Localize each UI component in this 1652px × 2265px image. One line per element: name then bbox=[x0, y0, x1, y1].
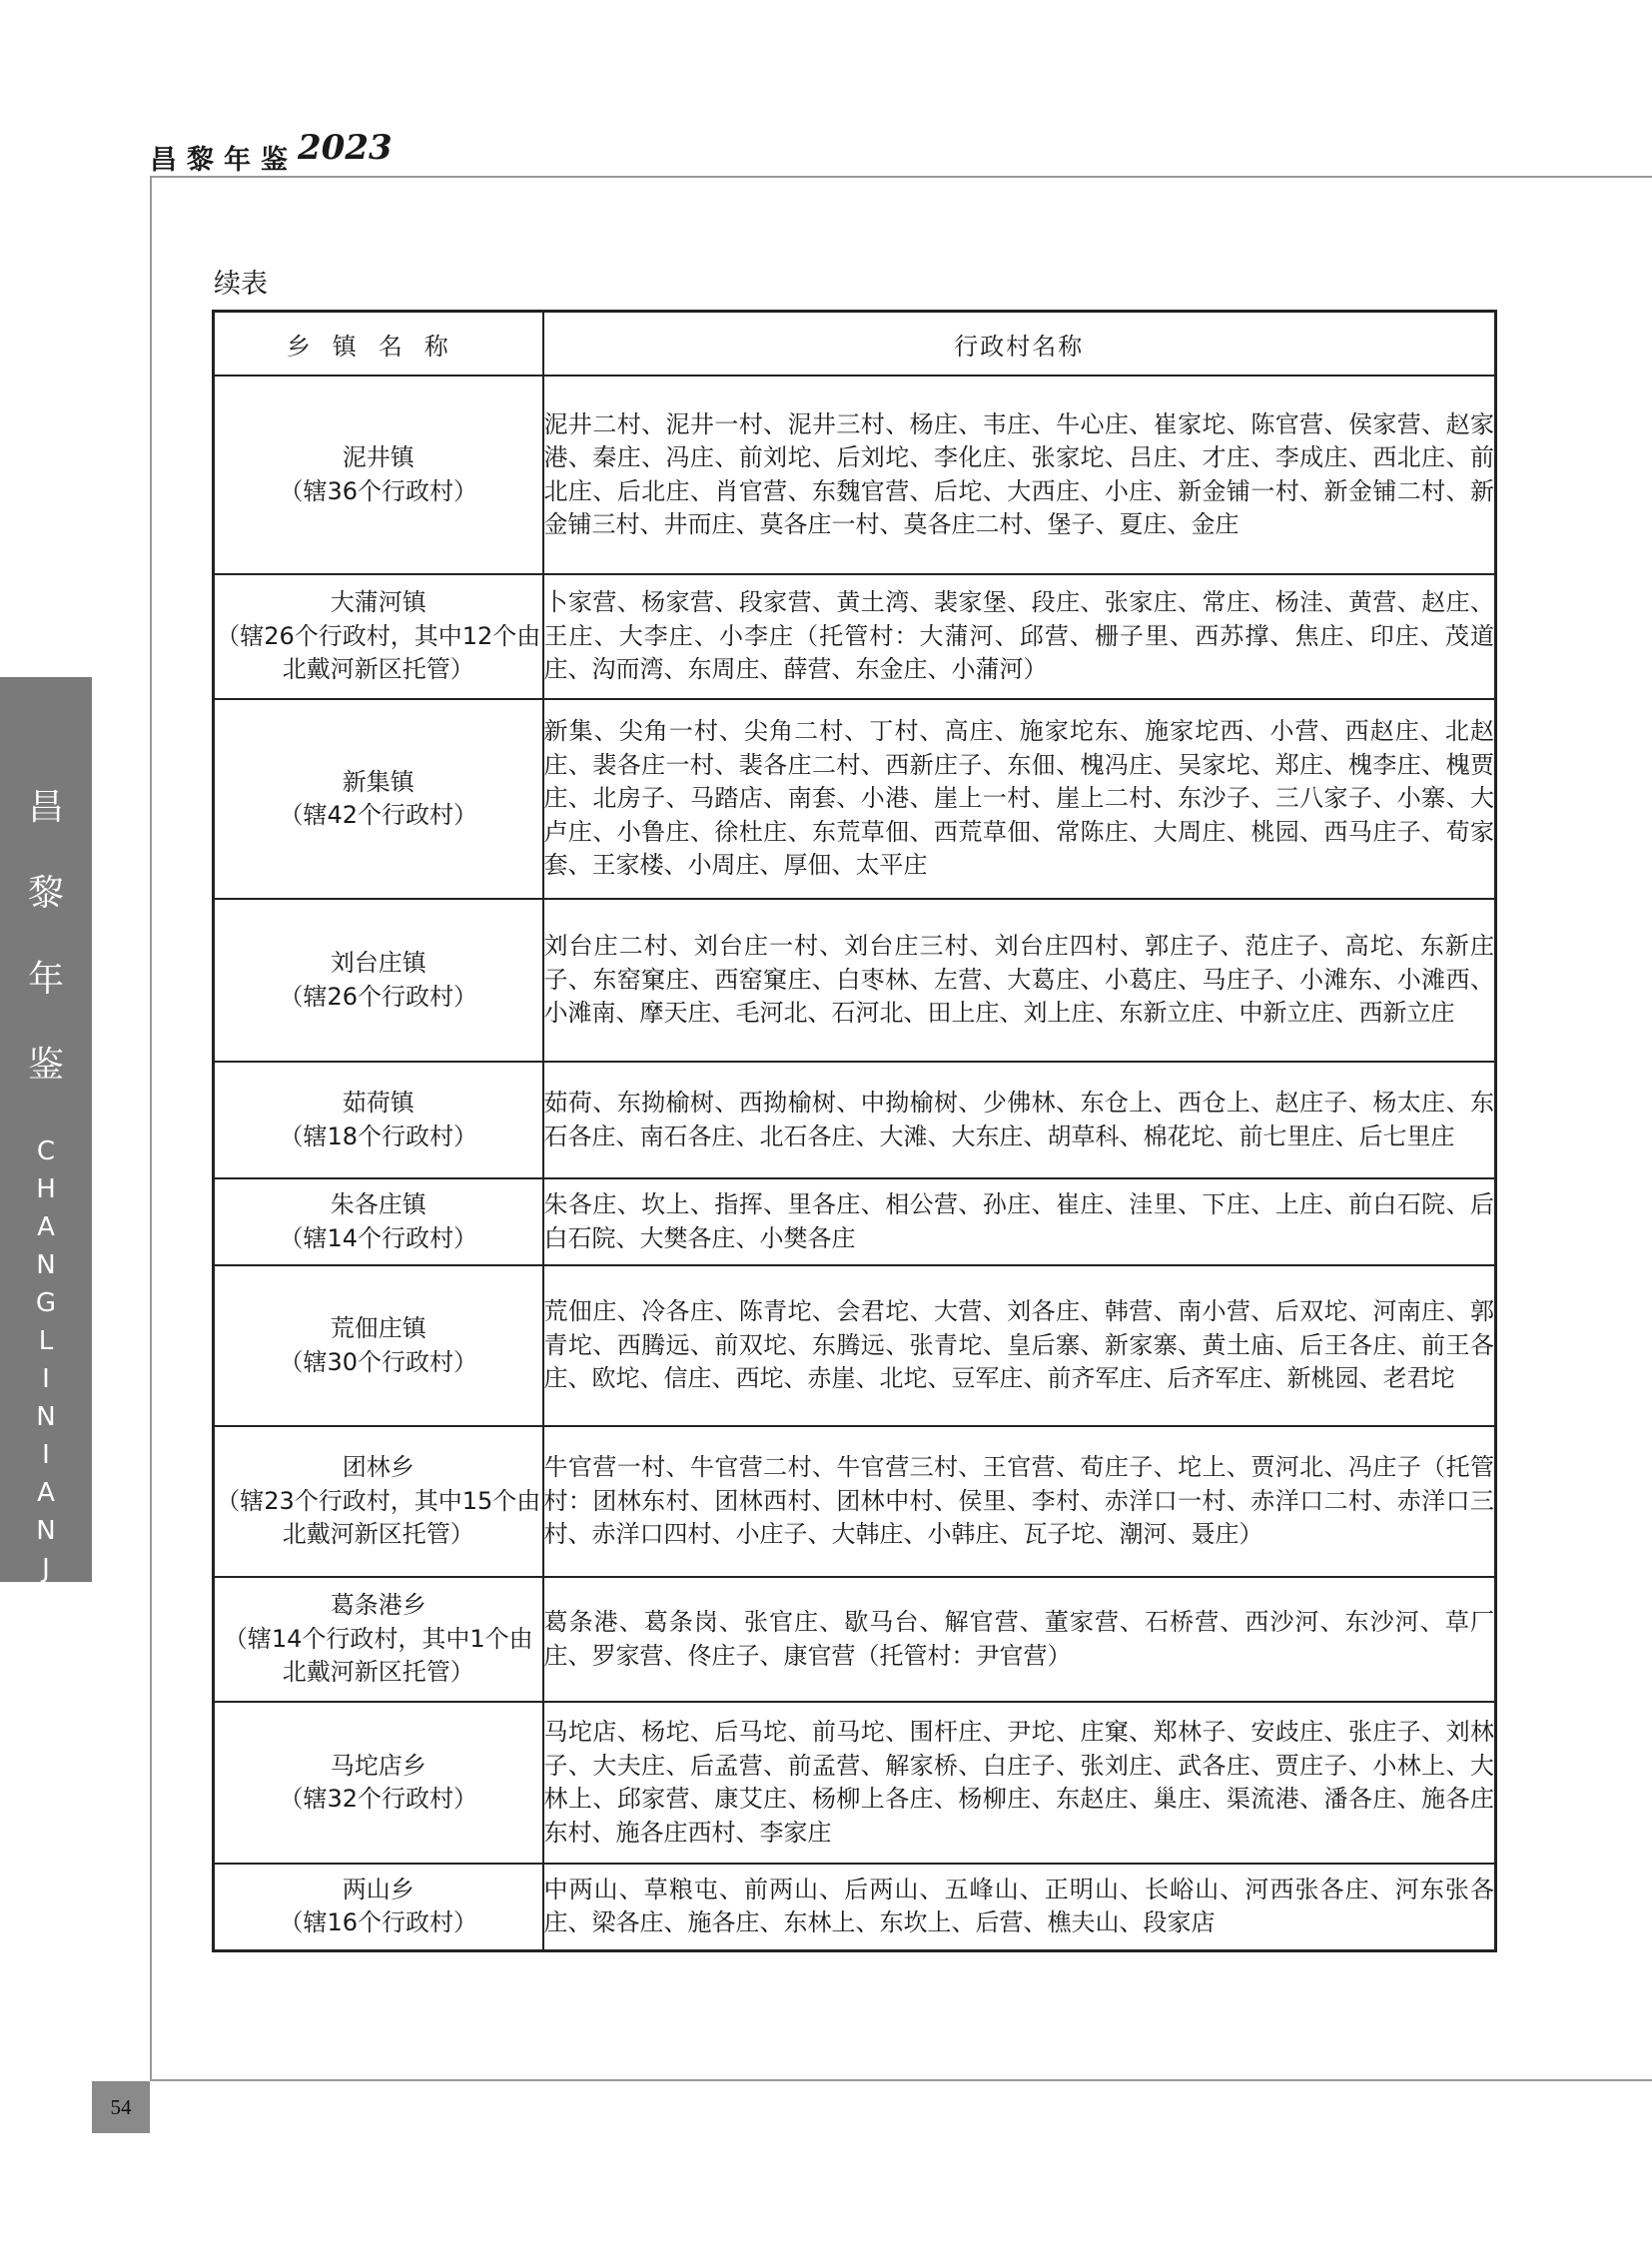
table-row bbox=[214, 699, 1496, 899]
header-rule bbox=[150, 176, 1652, 178]
table-row bbox=[214, 1178, 1496, 1265]
side-tab-char: 鉴 bbox=[27, 1045, 64, 1086]
villages-cell: 朱各庄、坎上、指挥、里各庄、相公营、孙庄、崔庄、洼里、下庄、上庄、前白石院、后白石院、大樊各庄、小樊各庄 bbox=[543, 1178, 1496, 1265]
table-row bbox=[214, 1426, 1496, 1577]
frame-left-rule bbox=[150, 176, 152, 2081]
town-name: 马坨店乡 bbox=[330, 1751, 426, 1780]
town-cell bbox=[214, 1864, 543, 1950]
town-name: 两山乡 bbox=[342, 1875, 414, 1903]
town-cell bbox=[214, 1426, 543, 1577]
town-cell bbox=[214, 1062, 543, 1178]
town-cell bbox=[214, 1702, 543, 1864]
table-row bbox=[214, 1577, 1496, 1702]
table-row bbox=[214, 1062, 1496, 1178]
side-tab-letter: A bbox=[37, 1630, 55, 1660]
side-tab-char: 黎 bbox=[27, 873, 64, 914]
town-cell bbox=[214, 699, 543, 899]
table-row bbox=[214, 899, 1496, 1062]
side-tab-letter: C bbox=[36, 1136, 56, 1166]
village-table bbox=[212, 310, 1497, 1952]
villages-cell: 泥井二村、泥井一村、泥井三村、杨庄、韦庄、牛心庄、崔家坨、陈官营、侯家营、赵家港、秦庄、冯庄、前刘坨、后刘坨、李化庄、张家坨、吕庄、才庄、李成庄、西北庄、前北庄、后北庄、肖官营、东魏官营、后坨、大西庄、小庄、新金铺一村、新金铺二村、新金铺三村、井而庄、莫各庄一村、莫各庄二村、堡子、夏庄、金庄 bbox=[543, 376, 1496, 574]
villages-cell: 茹荷、东拗榆树、西拗榆树、中拗榆树、少佛林、东仓上、西仓上、赵庄子、杨太庄、东石各庄、南石各庄、北石各庄、大滩、大东庄、胡草科、棉花坨、前七里庄、后七里庄 bbox=[543, 1062, 1496, 1178]
side-tab-letter: I bbox=[42, 1592, 50, 1622]
side-tab-letter: H bbox=[36, 1174, 56, 1204]
town-note: （辖36个行政村） bbox=[279, 476, 478, 505]
villages-cell: 新集、尖角一村、尖角二村、丁村、高庄、施家坨东、施家坨西、小营、西赵庄、北赵庄、裴各庄一村、裴各庄二村、西新庄子、东佃、槐冯庄、吴家坨、郑庄、槐李庄、槐贾庄、北房子、马踏店、南套、小港、崖上一村、崖上二村、东沙子、三八家子、小寨、大卢庄、小鲁庄、徐杜庄、东荒草佃、西荒草佃、常陈庄、大周庄、桃园、西马庄子、荀家套、王家楼、小周庄、厚佃、太平庄 bbox=[543, 699, 1496, 899]
side-tab-letter: A bbox=[37, 1212, 55, 1242]
villages-cell: 马坨店、杨坨、后马坨、前马坨、围杆庄、尹坨、庄窠、郑林子、安歧庄、张庄子、刘林子、大夫庄、后孟营、前孟营、解家桥、白庄子、张刘庄、武各庄、贾庄子、小林上、大林上、邱家营、康艾庄、杨柳上各庄、杨柳庄、东赵庄、巢庄、渠流港、潘各庄、施各庄东村、施各庄西村、李家庄 bbox=[543, 1702, 1496, 1864]
side-tab-letter: N bbox=[36, 1668, 56, 1698]
side-tab-chinese bbox=[0, 765, 92, 1109]
town-note: （辖18个行政村） bbox=[279, 1122, 478, 1150]
side-tab-letter: A bbox=[37, 1478, 55, 1508]
side-tab-char: 昌 bbox=[27, 787, 64, 828]
town-note: （辖16个行政村） bbox=[279, 1908, 478, 1937]
side-tab bbox=[0, 677, 92, 1698]
side-tab-latin bbox=[0, 1132, 92, 1702]
town-cell bbox=[214, 1577, 543, 1702]
town-cell bbox=[214, 899, 543, 1062]
table-row bbox=[214, 1265, 1496, 1426]
town-name: 大蒲河镇 bbox=[330, 588, 426, 617]
town-cell bbox=[214, 574, 543, 699]
town-note: （辖30个行政村） bbox=[279, 1347, 478, 1376]
running-header-title: 昌黎年鉴 bbox=[150, 145, 298, 176]
town-name: 泥井镇 bbox=[342, 443, 414, 471]
side-tab-letter: N bbox=[36, 1516, 56, 1546]
side-tab-letter: L bbox=[38, 1326, 54, 1356]
table-row bbox=[214, 1864, 1496, 1950]
side-tab-char: 年 bbox=[27, 959, 64, 1000]
town-name: 葛条港乡 bbox=[330, 1591, 426, 1620]
column-header-villages: 行政村名称 bbox=[543, 312, 1496, 377]
town-name: 刘台庄镇 bbox=[330, 949, 426, 977]
town-cell bbox=[214, 1178, 543, 1265]
town-name: 茹荷镇 bbox=[342, 1089, 414, 1117]
continued-label: 续表 bbox=[214, 269, 268, 300]
town-cell bbox=[214, 376, 543, 574]
villages-cell: 葛条港、葛条岗、张官庄、歇马台、解官营、董家营、石桥营、西沙河、东沙河、草厂庄、罗家营、佟庄子、康官营（托管村：尹官营） bbox=[543, 1577, 1496, 1702]
villages-cell: 刘台庄二村、刘台庄一村、刘台庄三村、刘台庄四村、郭庄子、范庄子、高坨、东新庄子、东窑窠庄、西窑窠庄、白枣林、左营、大葛庄、小葛庄、马庄子、小滩东、小滩西、小滩南、摩天庄、毛河北、石河北、田上庄、刘上庄、东新立庄、中新立庄、西新立庄 bbox=[543, 899, 1496, 1062]
town-note: （辖32个行政村） bbox=[279, 1785, 478, 1813]
town-name: 团林乡 bbox=[342, 1453, 414, 1482]
town-note: （辖14个行政村，其中1个由北戴河新区托管） bbox=[223, 1624, 533, 1687]
town-note: （辖23个行政村，其中15个由北戴河新区托管） bbox=[216, 1486, 541, 1549]
side-tab-letter: I bbox=[42, 1364, 50, 1394]
table-header-row bbox=[214, 312, 1496, 377]
villages-cell: 卜家营、杨家营、段家营、黄土湾、裴家堡、段庄、张家庄、常庄、杨洼、黄营、赵庄、王庄、大李庄、小李庄（托管村：大蒲河、邱营、栅子里、西苏撑、焦庄、印庄、茂道庄、沟而湾、东周庄、薛营、东金庄、小蒲河） bbox=[543, 574, 1496, 699]
side-tab-letter: G bbox=[35, 1288, 57, 1318]
villages-cell: 牛官营一村、牛官营二村、牛官营三村、王官营、荀庄子、坨上、贾河北、冯庄子（托管村：团林东村、团林西村、团林中村、侯里、李村、赤洋口一村、赤洋口二村、赤洋口三村、赤洋口四村、小庄子、大韩庄、小韩庄、瓦子坨、潮河、聂庄） bbox=[543, 1426, 1496, 1577]
footer-rule bbox=[150, 2079, 1652, 2081]
table-row bbox=[214, 574, 1496, 699]
side-tab-letter: N bbox=[36, 1402, 56, 1432]
column-header-town: 乡镇名称 bbox=[214, 312, 543, 377]
table-row bbox=[214, 376, 1496, 574]
villages-cell: 中两山、草粮屯、前两山、后两山、五峰山、正明山、长峪山、河西张各庄、河东张各庄、梁各庄、施各庄、东林上、东坎上、后营、樵夫山、段家店 bbox=[543, 1864, 1496, 1950]
town-cell bbox=[214, 1265, 543, 1426]
side-tab-letter: N bbox=[36, 1250, 56, 1280]
town-note: （辖42个行政村） bbox=[279, 801, 478, 829]
town-note: （辖26个行政村） bbox=[279, 982, 478, 1011]
town-note: （辖14个行政村） bbox=[279, 1223, 478, 1252]
table-row bbox=[214, 1702, 1496, 1864]
town-name: 新集镇 bbox=[342, 767, 414, 796]
running-header-year: 2023 bbox=[298, 128, 393, 168]
page-number: 54 bbox=[92, 2081, 150, 2133]
side-tab-letter: I bbox=[42, 1440, 50, 1470]
town-name: 朱各庄镇 bbox=[330, 1190, 426, 1218]
town-name: 荒佃庄镇 bbox=[330, 1314, 426, 1342]
villages-cell: 荒佃庄、冷各庄、陈青坨、会君坨、大营、刘各庄、韩营、南小营、后双坨、河南庄、郭青坨、西腾远、前双坨、东腾远、张青坨、皇后寨、新家寨、黄土庙、后王各庄、前王各庄、欧坨、信庄、西坨、赤崖、北坨、豆军庄、前齐军庄、后齐军庄、新桃园、老君坨 bbox=[543, 1265, 1496, 1426]
town-note: （辖26个行政村，其中12个由北戴河新区托管） bbox=[216, 621, 541, 684]
side-tab-letter: J bbox=[42, 1554, 50, 1584]
